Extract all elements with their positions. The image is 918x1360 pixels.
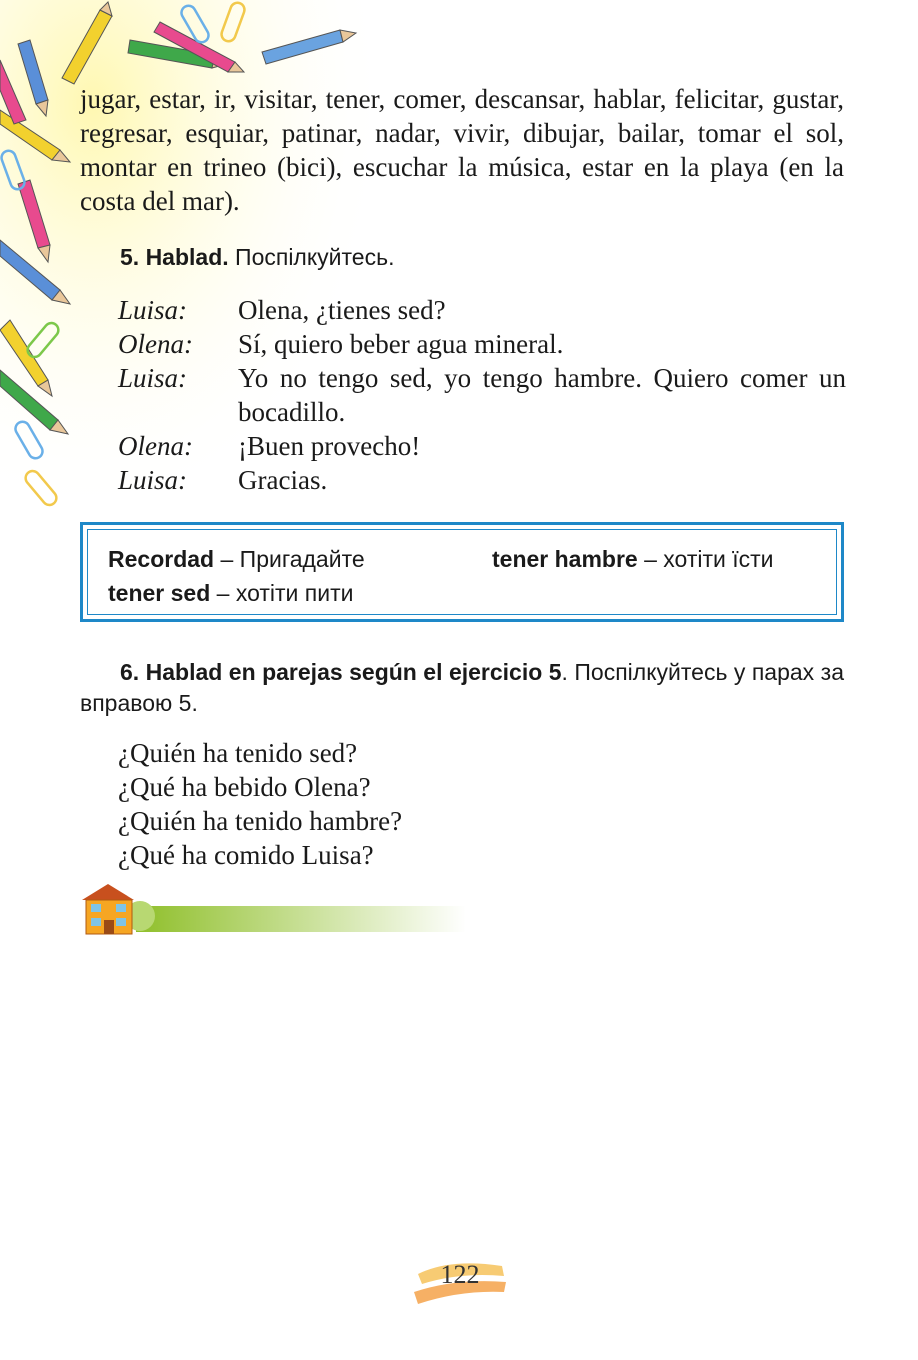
vocab-tener-hambre [492,546,774,573]
page-number: 122 [440,1260,480,1289]
page-number-badge [410,1252,510,1312]
dialog-line [118,463,846,497]
dialog-text: Gracias. [238,465,328,495]
dialog-speaker: Luisa: [118,295,188,325]
dialog [118,293,846,497]
dialog-text: Sí, quiero beber agua mineral. [238,329,564,359]
exercise-5-number: 5. Hablad. [120,244,229,270]
dialog-speaker: Olena: [118,329,193,359]
exercise-6-number: 6. Hablad en parejas según el ejercicio 5 [120,659,562,685]
vocab-translation: – хотіти їсти [644,546,774,572]
dialog-speaker: Luisa: [118,465,188,495]
dialog-speaker: Olena: [118,431,193,461]
question-item: ¿Qué ha comido Luisa? [118,840,374,870]
exercise-6-title [80,657,844,719]
vocab-term: tener hambre [492,546,638,572]
exercise-5-title [120,244,884,271]
dialog-line [118,327,846,361]
recordad-box-inner [87,529,837,615]
question-item: ¿Qué ha bebido Olena? [118,772,371,802]
vocab-translation: – хотіти пити [216,580,354,606]
house-icon [80,880,470,936]
dialog-text: Olena, ¿tienes sed? [238,295,446,325]
question-item: ¿Quién ha tenido hambre? [118,806,403,836]
dialog-line [118,361,846,429]
dialog-line [118,293,846,327]
exercise-6-instruction: . Поспілкуйтесь у парах за вправою 5. [80,659,844,716]
dialog-text: Yo no tengo sed, yo tengo hambre. Quiero comer un bocadillo. [238,363,846,427]
recordad-translation: – Пригадайте [220,546,365,572]
recordad-box [80,522,844,622]
dialog-text: ¡Buen provecho! [238,431,421,461]
verbs-list: jugar, estar, ir, visitar, tener, comer, descansar, hablar, felicitar, gustar, regresar, esquiar, patinar, nadar, vivir, dibujar, bailar, tomar el sol, montar en trineo (bici), escuchar la música, estar en la playa (en la costa del mar). [80,84,844,216]
exercise-5-instruction: Поспілкуйтесь. [235,244,395,270]
dialog-line [118,429,846,463]
vocab-term: tener sed [108,580,211,606]
dialog-speaker: Luisa: [118,363,188,393]
vocab-tener-sed [108,580,353,607]
question-item: ¿Quién ha tenido sed? [118,738,358,768]
recordad-heading [108,546,365,573]
recordad-term: Recordad [108,546,215,572]
questions-list [118,736,402,872]
